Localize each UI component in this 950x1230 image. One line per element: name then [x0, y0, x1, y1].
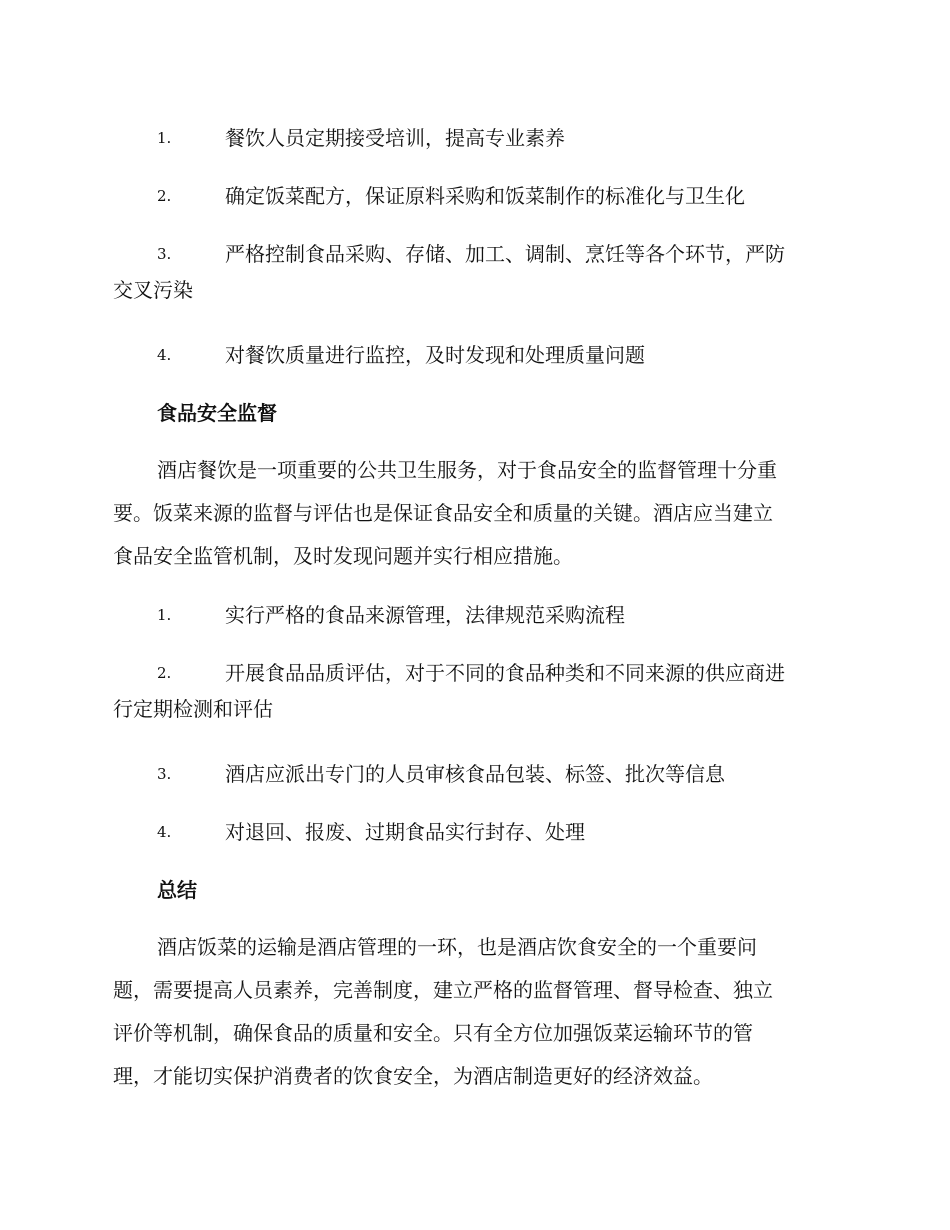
- list-item-text: 对退回、报废、过期食品实行封存、处理: [225, 820, 585, 844]
- paragraph-line: 要。饭菜来源的监督与评估也是保证食品安全和质量的关键。酒店应当建立: [113, 501, 773, 525]
- list-number: 3.: [157, 245, 172, 263]
- paragraph-line: 评价等机制，确保食品的质量和安全。只有全方位加强饭菜运输环节的管: [113, 1021, 753, 1045]
- paragraph-line: 理，才能切实保护消费者的饮食安全，为酒店制造更好的经济效益。: [113, 1064, 713, 1088]
- list-item-text: 开展食品品质评估，对于不同的食品种类和不同来源的供应商进: [225, 661, 785, 685]
- list-item: [113, 644, 838, 731]
- list-item: [113, 167, 838, 225]
- list-item: [113, 745, 838, 803]
- paragraph-line: 酒店餐饮是一项重要的公共卫生服务，对于食品安全的监督管理十分重: [157, 458, 777, 482]
- paragraph-line: 题，需要提高人员素养，完善制度，建立严格的监督管理、督导检查、独立: [113, 978, 773, 1002]
- list-number: 4.: [157, 346, 172, 364]
- list-item-text: 确定饭菜配方，保证原料采购和饭菜制作的标准化与卫生化: [225, 184, 745, 208]
- list-number: 1.: [157, 606, 172, 624]
- list-item: [113, 586, 838, 644]
- paragraph-line: 酒店饭菜的运输是酒店管理的一环，也是酒店饮食安全的一个重要问: [157, 935, 757, 959]
- paragraph: [113, 449, 838, 578]
- list-number: 4.: [157, 823, 172, 841]
- section-heading: 食品安全监督: [157, 401, 277, 425]
- list-number: 2.: [157, 187, 172, 205]
- section-heading: 总结: [157, 878, 197, 902]
- list-item: [113, 803, 838, 861]
- list-item: [113, 225, 838, 312]
- paragraph-line: 食品安全监管机制，及时发现问题并实行相应措施。: [113, 544, 573, 568]
- list-item-text: 餐饮人员定期接受培训，提高专业素养: [225, 126, 565, 150]
- list-item: [113, 109, 838, 167]
- list-number: 1.: [157, 129, 172, 147]
- list-item-continuation: 行定期检测和评估: [113, 697, 273, 721]
- list-item-text: 严格控制食品采购、存储、加工、调制、烹饪等各个环节，严防: [225, 242, 785, 266]
- list-item-text: 对餐饮质量进行监控，及时发现和处理质量问题: [225, 343, 645, 367]
- list-item-text: 酒店应派出专门的人员审核食品包装、标签、批次等信息: [225, 762, 725, 786]
- list-item-text: 实行严格的食品来源管理，法律规范采购流程: [225, 603, 625, 627]
- list-number: 2.: [157, 664, 172, 682]
- list-item: [113, 326, 838, 384]
- list-number: 3.: [157, 765, 172, 783]
- list-item-continuation: 交叉污染: [113, 278, 193, 302]
- paragraph: [113, 926, 838, 1098]
